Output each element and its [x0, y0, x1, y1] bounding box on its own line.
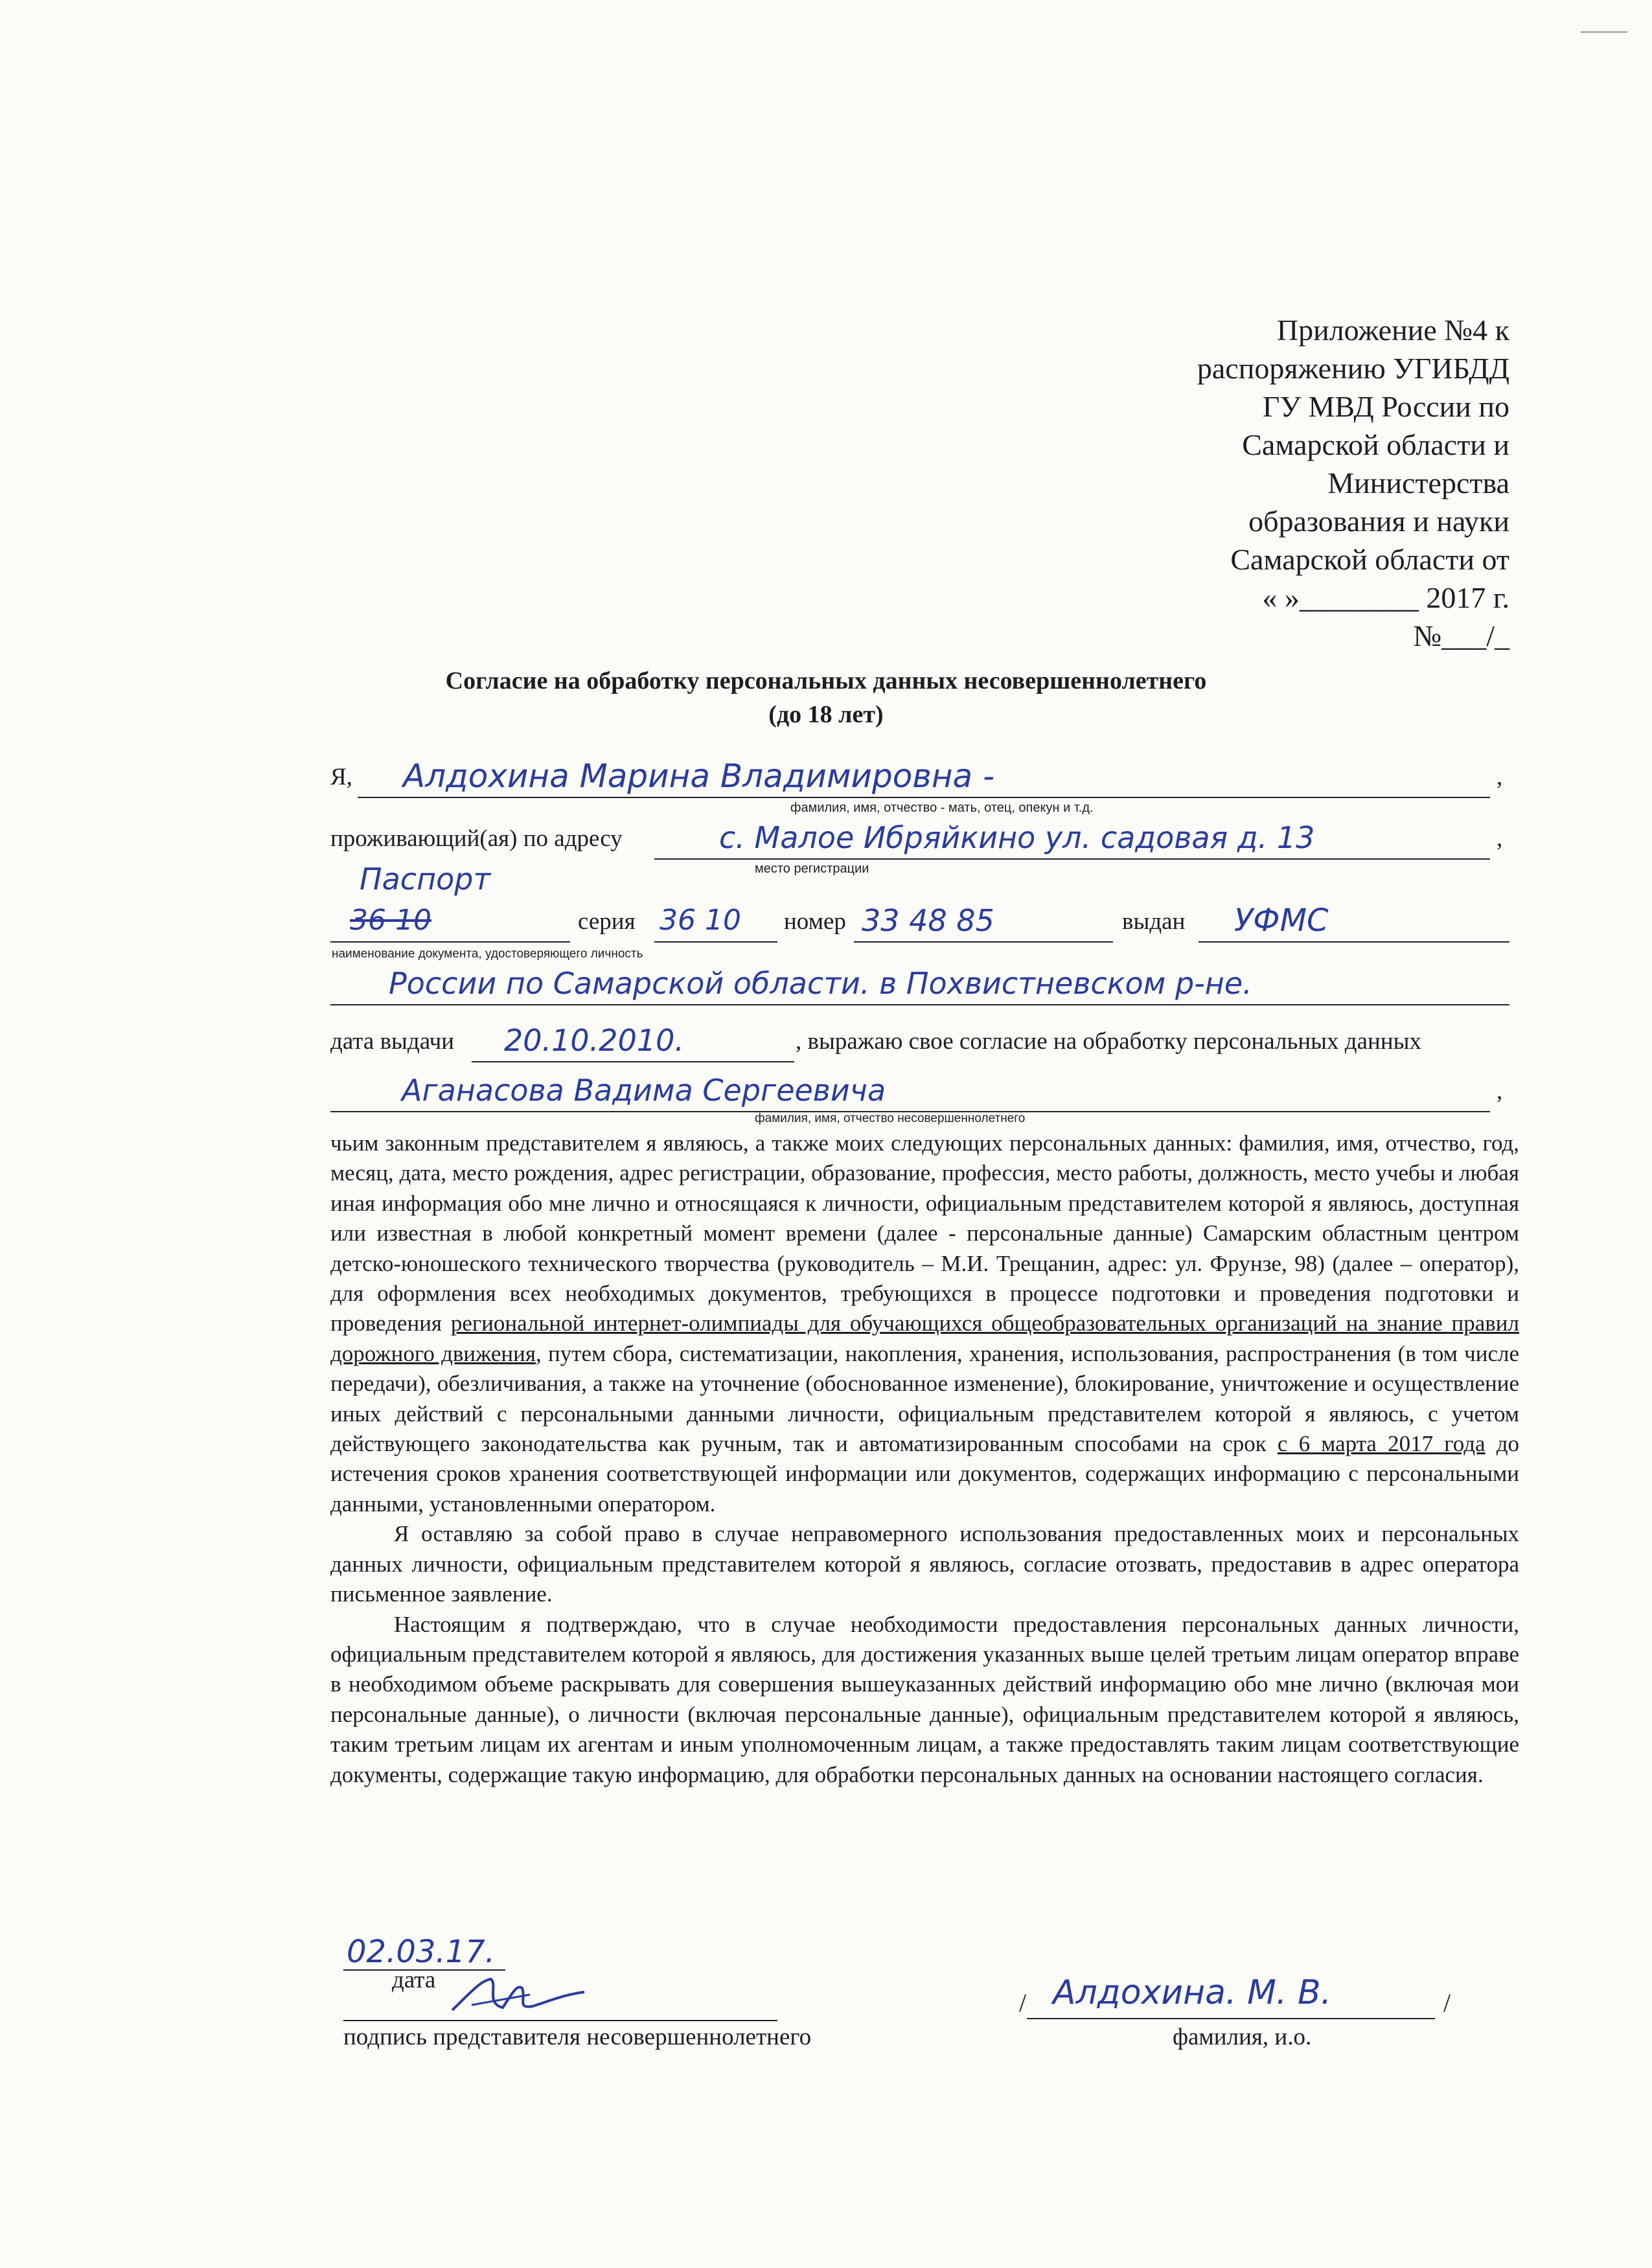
- address-label: проживающий(ая) по адресу: [330, 825, 623, 852]
- body-paragraph-2: Я оставляю за собой право в случае неправомерного использования предоставленных моих и персональных данных личности, официальным представителем которой я являюсь, согласие отозвать, предоставив в адрес оператора письменное заявление.: [330, 1521, 1519, 1607]
- body-p1-a: чьим законным представителем я являюсь, а также моих следующих персональных данных: фамилия, имя, отчество, год, месяц, дата, место рождения, адрес регистрации, образование, профессия, место работы, должность, место учебы и любая иная информация обо мне лично и относящаяся к личности, официальным представителем которой я являюсь, доступная или известная в любой конкретный момент времени (далее - персональные данные) Самарским областным центром детско-юношеского технического творчества (руководитель – М.И. Трещанин, адрес: ул. Фрунзе, 98) (далее – оператор), для оформления всех необходимых документов, требующихся в процессе подготовки и проведения подготовки и проведения: [330, 1130, 1519, 1336]
- minor-suffix: ,: [1497, 1078, 1503, 1105]
- document-row: [330, 902, 1516, 941]
- issue-date-row: [330, 1022, 1516, 1061]
- appendix-line: Приложение №4 к: [1276, 314, 1509, 347]
- name-prefix: /: [1019, 1988, 1027, 2017]
- series-value: 36 10: [660, 904, 741, 937]
- issued-field-2[interactable]: [330, 965, 1509, 1005]
- number-label: номер: [784, 908, 846, 935]
- name-row: [330, 758, 1516, 797]
- consent-body: [330, 1128, 1519, 1790]
- minor-name-caption: фамилия, имя, отчество несовершеннолетнего: [755, 1112, 1026, 1125]
- series-label: серия: [578, 908, 636, 935]
- number-field[interactable]: [854, 902, 1113, 943]
- issue-date-value: 20.10.2010.: [504, 1023, 684, 1058]
- signer-name-line[interactable]: [1027, 2018, 1435, 2019]
- consent-term: с 6 марта 2017 года: [1277, 1431, 1486, 1457]
- rep-signature-caption: подпись представителя несовершеннолетнего: [343, 2024, 812, 2050]
- doc-strike: 36 10: [350, 904, 431, 937]
- rep-signature-line[interactable]: [343, 2020, 777, 2021]
- signature-date-value: 02.03.17.: [347, 1934, 496, 1970]
- signer-name-caption: фамилия, и.о.: [1173, 2024, 1312, 2050]
- address-caption: место регистрации: [755, 862, 869, 876]
- appendix-header: [1101, 311, 1509, 655]
- appendix-line: №___/_: [1413, 619, 1509, 652]
- consent-text: , выражаю свое согласие на обработку персональных данных: [796, 1028, 1421, 1055]
- address-value: с. Малое Ибряйкино ул. садовая д. 13: [719, 820, 1315, 855]
- appendix-line: Самарской области и: [1242, 428, 1509, 461]
- minor-row: [330, 1072, 1516, 1111]
- minor-name-value: Аганасова Вадима Сергеевича: [402, 1073, 886, 1108]
- parent-name-value: Алдохина Марина Владимировна -: [403, 757, 995, 795]
- body-p1-c: до истечения сроков хранения соответствующей информации или документов, содержащих информацию с персональными данными, установленными оператором.: [330, 1431, 1519, 1517]
- issued-value-2: России по Самарской области. в Похвистневском р-не.: [389, 966, 1252, 1001]
- doc-caption: наименование документа, удостоверяющего личность: [332, 947, 643, 961]
- body-paragraph-1: [330, 1128, 1519, 1519]
- minor-name-field[interactable]: [330, 1072, 1490, 1112]
- issue-date-label: дата выдачи: [330, 1028, 455, 1055]
- document-title: [324, 664, 1328, 731]
- scan-mark: [1581, 31, 1627, 33]
- issued-row-2: [330, 965, 1516, 1004]
- issued-field[interactable]: [1199, 902, 1509, 943]
- ya-suffix: ,: [1497, 764, 1503, 790]
- body-p1-b: , путем сбора, систематизации, накопления, хранения, использования, распространения (в том числе передачи), обезличивания, а также на уточнение (обоснованное изменение), блокирование, уничтожение и осуществление иных действий с персональными данными личности, официальным представителем которой я являюсь, с учетом действующего законодательства как ручным, так и автоматизированным способами на срок: [330, 1340, 1519, 1457]
- parent-name-field[interactable]: [358, 758, 1490, 798]
- appendix-line: ГУ МВД России по: [1262, 390, 1509, 423]
- title-line-2: (до 18 лет): [768, 701, 884, 728]
- olympiad-name: региональной интернет-олимпиады для обучающихся общеобразовательных организаций на знание правил дорожного движения: [330, 1311, 1519, 1366]
- appendix-line: распоряжению УГИБДД: [1197, 352, 1509, 385]
- ya-label: Я,: [330, 764, 352, 790]
- issue-date-field[interactable]: [472, 1022, 794, 1062]
- parent-name-caption: фамилия, имя, отчество - мать, отец, опекун и т.д.: [790, 801, 1094, 815]
- address-suffix: ,: [1497, 825, 1503, 852]
- name-suffix: /: [1443, 1988, 1451, 2017]
- handwritten-signature: [441, 1966, 596, 2024]
- address-row: [330, 819, 1516, 858]
- number-value: 33 48 85: [862, 903, 994, 938]
- address-field[interactable]: [654, 819, 1490, 860]
- body-paragraph-3: Настоящим я подтверждаю, что в случае необходимости предоставления персональных данных личности, официальным представителем которой я являюсь, для достижения указанных выше целей третьим лицам оператор вправе в необходимом объеме раскрывать для совершения вышеуказанных действий информацию обо мне лично (включая мои персональные данные), о личности (включая персональные данные), официальным представителем которой я являюсь, таким третьим лицам их агентам и иным уполномоченным лицам, а также предоставлять таким лицам соответствующие документы, содержащие такую информацию, для обработки персональных данных на основании настоящего согласия.: [330, 1611, 1519, 1787]
- appendix-line: « »________ 2017 г.: [1262, 581, 1509, 614]
- signature-date-caption: дата: [392, 1967, 436, 1993]
- doc-type-field[interactable]: [330, 902, 570, 943]
- appendix-line: образования и науки: [1248, 505, 1509, 538]
- issued-label: выдан: [1122, 908, 1186, 935]
- series-field[interactable]: [654, 902, 777, 943]
- issued-value: УФМС: [1234, 902, 1329, 939]
- title-line-1: Согласие на обработку персональных данных несовершеннолетнего: [445, 667, 1207, 694]
- signer-name-value: Алдохина. М. В.: [1053, 1973, 1332, 2012]
- doc-type-value: Паспорт: [360, 862, 491, 897]
- appendix-line: Министерства: [1327, 466, 1509, 499]
- appendix-line: Самарской области от: [1230, 543, 1509, 576]
